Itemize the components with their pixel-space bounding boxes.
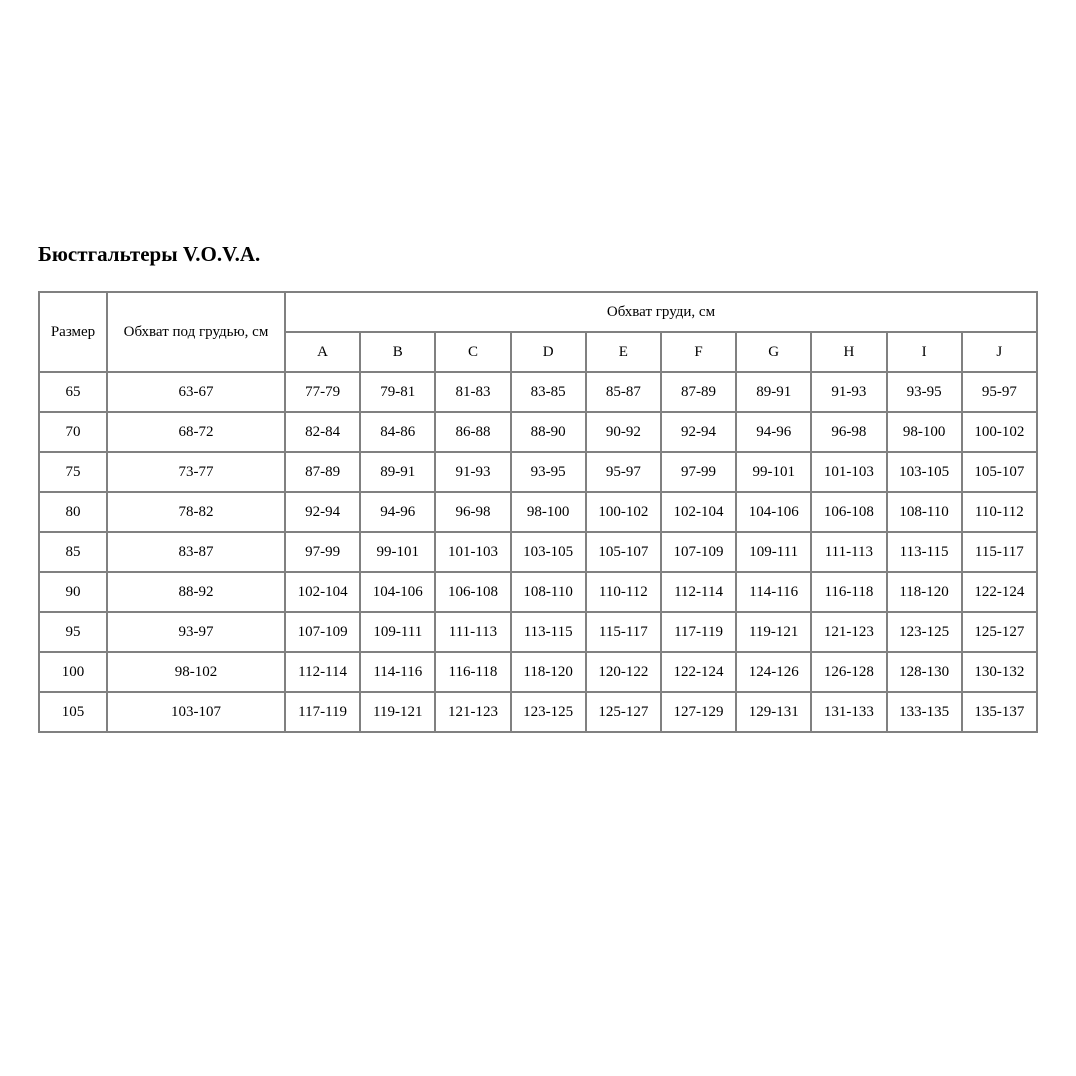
col-header-underbust: Обхват под грудью, см [107, 292, 285, 372]
cell-cup-H: 91-93 [811, 372, 886, 412]
cell-cup-H: 106-108 [811, 492, 886, 532]
cell-cup-B: 99-101 [360, 532, 435, 572]
cell-cup-C: 96-98 [435, 492, 510, 532]
size-table-header [39, 292, 1037, 372]
cell-cup-G: 109-111 [736, 532, 811, 572]
cell-cup-G: 124-126 [736, 652, 811, 692]
cell-cup-F: 122-124 [661, 652, 736, 692]
table-row [39, 452, 1037, 492]
cell-cup-E: 100-102 [586, 492, 661, 532]
cell-cup-D: 108-110 [511, 572, 586, 612]
cell-cup-E: 85-87 [586, 372, 661, 412]
cell-underbust: 98-102 [107, 652, 285, 692]
table-row [39, 532, 1037, 572]
cell-cup-I: 98-100 [887, 412, 962, 452]
cell-underbust: 63-67 [107, 372, 285, 412]
cell-cup-D: 123-125 [511, 692, 586, 732]
size-table [38, 291, 1038, 733]
cell-cup-B: 104-106 [360, 572, 435, 612]
cell-underbust: 103-107 [107, 692, 285, 732]
cell-cup-F: 87-89 [661, 372, 736, 412]
cell-cup-J: 122-124 [962, 572, 1037, 612]
cell-cup-I: 118-120 [887, 572, 962, 612]
cell-cup-B: 89-91 [360, 452, 435, 492]
page-title: Бюстгальтеры V.O.V.A. [38, 242, 261, 266]
cell-cup-I: 93-95 [887, 372, 962, 412]
cell-cup-H: 96-98 [811, 412, 886, 452]
cell-cup-F: 117-119 [661, 612, 736, 652]
cell-cup-D: 113-115 [511, 612, 586, 652]
cell-cup-B: 79-81 [360, 372, 435, 412]
cell-underbust: 88-92 [107, 572, 285, 612]
cell-cup-J: 105-107 [962, 452, 1037, 492]
table-row [39, 612, 1037, 652]
table-row [39, 692, 1037, 732]
cell-cup-D: 98-100 [511, 492, 586, 532]
col-header-bust: Обхват груди, см [285, 292, 1037, 332]
cell-cup-C: 91-93 [435, 452, 510, 492]
col-header-cup-G: G [736, 332, 811, 372]
col-header-size: Размер [39, 292, 107, 372]
cell-size: 70 [39, 412, 107, 452]
cell-cup-J: 115-117 [962, 532, 1037, 572]
col-header-cup-F: F [661, 332, 736, 372]
cell-cup-C: 116-118 [435, 652, 510, 692]
cell-cup-H: 131-133 [811, 692, 886, 732]
cell-cup-E: 90-92 [586, 412, 661, 452]
cell-cup-B: 114-116 [360, 652, 435, 692]
cell-cup-C: 121-123 [435, 692, 510, 732]
col-header-cup-A: A [285, 332, 360, 372]
cell-cup-E: 110-112 [586, 572, 661, 612]
cell-cup-I: 103-105 [887, 452, 962, 492]
cell-cup-I: 123-125 [887, 612, 962, 652]
cell-size: 85 [39, 532, 107, 572]
col-header-cup-J: J [962, 332, 1037, 372]
cell-cup-H: 126-128 [811, 652, 886, 692]
cell-cup-D: 93-95 [511, 452, 586, 492]
cell-underbust: 93-97 [107, 612, 285, 652]
cell-cup-H: 111-113 [811, 532, 886, 572]
cell-cup-J: 125-127 [962, 612, 1037, 652]
cell-cup-F: 127-129 [661, 692, 736, 732]
cell-cup-A: 117-119 [285, 692, 360, 732]
cell-size: 105 [39, 692, 107, 732]
cell-cup-A: 92-94 [285, 492, 360, 532]
cell-cup-E: 115-117 [586, 612, 661, 652]
cell-cup-C: 111-113 [435, 612, 510, 652]
cell-cup-J: 95-97 [962, 372, 1037, 412]
cell-cup-E: 105-107 [586, 532, 661, 572]
cell-cup-E: 125-127 [586, 692, 661, 732]
cell-underbust: 68-72 [107, 412, 285, 452]
cell-cup-F: 102-104 [661, 492, 736, 532]
cell-cup-I: 108-110 [887, 492, 962, 532]
table-row [39, 652, 1037, 692]
cell-cup-C: 101-103 [435, 532, 510, 572]
cell-cup-A: 112-114 [285, 652, 360, 692]
cell-cup-A: 97-99 [285, 532, 360, 572]
cell-cup-G: 89-91 [736, 372, 811, 412]
cell-cup-G: 99-101 [736, 452, 811, 492]
cell-underbust: 73-77 [107, 452, 285, 492]
cell-cup-D: 83-85 [511, 372, 586, 412]
cell-cup-F: 112-114 [661, 572, 736, 612]
cell-cup-C: 81-83 [435, 372, 510, 412]
cell-cup-A: 107-109 [285, 612, 360, 652]
cell-size: 75 [39, 452, 107, 492]
table-row [39, 572, 1037, 612]
cell-cup-H: 101-103 [811, 452, 886, 492]
cell-underbust: 78-82 [107, 492, 285, 532]
cell-cup-A: 82-84 [285, 412, 360, 452]
cell-cup-A: 77-79 [285, 372, 360, 412]
table-row [39, 412, 1037, 452]
table-row [39, 492, 1037, 532]
cell-cup-F: 97-99 [661, 452, 736, 492]
cell-cup-J: 130-132 [962, 652, 1037, 692]
cell-cup-F: 107-109 [661, 532, 736, 572]
cell-cup-G: 129-131 [736, 692, 811, 732]
table-row [39, 372, 1037, 412]
cell-cup-E: 120-122 [586, 652, 661, 692]
cell-cup-G: 114-116 [736, 572, 811, 612]
col-header-cup-I: I [887, 332, 962, 372]
cell-cup-H: 121-123 [811, 612, 886, 652]
cell-size: 95 [39, 612, 107, 652]
cell-cup-D: 118-120 [511, 652, 586, 692]
cell-cup-F: 92-94 [661, 412, 736, 452]
cell-cup-J: 110-112 [962, 492, 1037, 532]
cell-cup-G: 94-96 [736, 412, 811, 452]
cell-cup-I: 133-135 [887, 692, 962, 732]
size-table-body [39, 372, 1037, 732]
cell-cup-B: 94-96 [360, 492, 435, 532]
cell-underbust: 83-87 [107, 532, 285, 572]
cell-cup-I: 128-130 [887, 652, 962, 692]
cell-cup-C: 106-108 [435, 572, 510, 612]
col-header-cup-C: C [435, 332, 510, 372]
cell-size: 100 [39, 652, 107, 692]
header-row-top [39, 292, 1037, 332]
cell-cup-J: 100-102 [962, 412, 1037, 452]
cell-cup-D: 88-90 [511, 412, 586, 452]
cell-cup-G: 119-121 [736, 612, 811, 652]
cell-cup-A: 87-89 [285, 452, 360, 492]
cell-cup-E: 95-97 [586, 452, 661, 492]
cell-size: 80 [39, 492, 107, 532]
cell-size: 90 [39, 572, 107, 612]
col-header-cup-H: H [811, 332, 886, 372]
cell-cup-I: 113-115 [887, 532, 962, 572]
cell-cup-J: 135-137 [962, 692, 1037, 732]
cell-cup-B: 109-111 [360, 612, 435, 652]
cell-cup-B: 119-121 [360, 692, 435, 732]
cell-cup-C: 86-88 [435, 412, 510, 452]
col-header-cup-E: E [586, 332, 661, 372]
cell-cup-A: 102-104 [285, 572, 360, 612]
col-header-cup-B: B [360, 332, 435, 372]
cell-cup-D: 103-105 [511, 532, 586, 572]
cell-cup-B: 84-86 [360, 412, 435, 452]
cell-cup-H: 116-118 [811, 572, 886, 612]
cell-size: 65 [39, 372, 107, 412]
cell-cup-G: 104-106 [736, 492, 811, 532]
col-header-cup-D: D [511, 332, 586, 372]
